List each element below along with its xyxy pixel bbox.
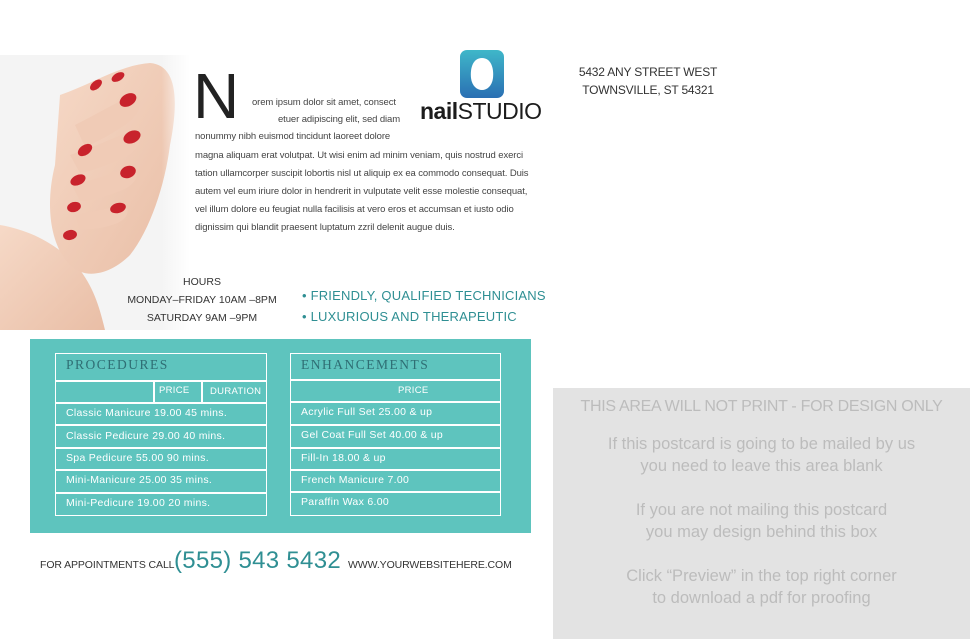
feature-list (302, 285, 546, 327)
intro-line: dignissim qui blandit praesent luptatum zzril delenit augue duis. (195, 222, 455, 233)
table-row: Spa Pedicure 55.00 90 mins. (66, 452, 209, 464)
notice-line: to download a pdf for proofing (652, 589, 871, 607)
procedures-table (55, 353, 267, 516)
notice-line: you may design behind this box (645, 523, 878, 541)
enhancements-title: ENHANCEMENTS (301, 357, 430, 372)
hours-weekday: MONDAY–FRIDAY 10AM –8PM (127, 294, 277, 306)
table-row: Fill-In 18.00 & up (301, 452, 386, 464)
notice-line: Click “Preview” in the top right corner (626, 567, 897, 585)
feature-item: • LUXURIOUS AND THERAPEUTIC (302, 309, 517, 324)
intro-line: tation ullamcorper suscipit lobortis nisl ut aliquip ex ea commodo consequat. Duis (195, 168, 529, 179)
nail-logo-icon (460, 50, 504, 98)
address-line-2: TOWNSVILLE, ST 54321 (582, 83, 714, 97)
nail-studio-logo (420, 50, 550, 125)
intro-line: autem vel eum iriure dolor in hendrerit in vulputate velit esse molestie consequat, (195, 186, 528, 197)
table-row: Mini-Manicure 25.00 35 mins. (66, 474, 213, 486)
non-print-area (553, 388, 970, 639)
price-header: PRICE (398, 385, 429, 396)
notice-line: you need to leave this area blank (640, 457, 883, 475)
duration-header: DURATION (210, 386, 262, 397)
intro-line: nonummy nibh euismod tincidunt laoreet dolore (195, 131, 391, 142)
feature-item: • FRIENDLY, QUALIFIED TECHNICIANS (302, 288, 546, 303)
address (568, 63, 728, 99)
intro-line: vel illum dolore eu feugiat nulla facilisis at vero eros et accumsan et iusto odio (195, 204, 514, 215)
hours-saturday: SATURDAY 9AM –9PM (146, 312, 258, 324)
non-print-title: THIS AREA WILL NOT PRINT - FOR DESIGN ONLY (580, 398, 943, 415)
phone-number: (555) 543 5432 (174, 547, 341, 574)
website-url: WWW.YOURWEBSITEHERE.COM (348, 559, 512, 571)
enhancements-table (290, 353, 501, 516)
hours-block (122, 273, 282, 327)
notice-paragraph (553, 499, 970, 543)
notice-paragraph (553, 433, 970, 477)
table-row: French Manicure 7.00 (301, 474, 410, 486)
table-row: Mini-Pedicure 19.00 20 mins. (66, 497, 211, 509)
intro-line: etuer adipiscing elit, sed diam (278, 114, 401, 125)
intro-line: magna aliquam erat volutpat. Ut wisi enim ad minim veniam, quis nostrud exerci (195, 150, 524, 161)
table-row: Gel Coat Full Set 40.00 & up (301, 429, 444, 441)
notice-line: If you are not mailing this postcard (635, 501, 888, 519)
address-line-1: 5432 ANY STREET WEST (578, 65, 718, 79)
pricing-panel (30, 339, 531, 533)
notice-line: If this postcard is going to be mailed by us (607, 435, 916, 453)
drop-cap: N (193, 60, 240, 132)
table-row: Classic Pedicure 29.00 40 mins. (66, 430, 226, 442)
price-header: PRICE (159, 385, 190, 396)
table-row: Classic Manicure 19.00 45 mins. (66, 407, 228, 419)
notice-paragraph (553, 565, 970, 609)
logo-wordmark: nailSTUDIO (420, 98, 542, 124)
table-row: Paraffin Wax 6.00 (301, 496, 389, 508)
hours-title: HOURS (183, 276, 221, 288)
table-row: Acrylic Full Set 25.00 & up (301, 406, 433, 418)
intro-line: orem ipsum dolor sit amet, consect (252, 97, 396, 108)
appointment-label: FOR APPOINTMENTS CALL (40, 559, 175, 571)
procedures-title: PROCEDURES (66, 357, 169, 372)
